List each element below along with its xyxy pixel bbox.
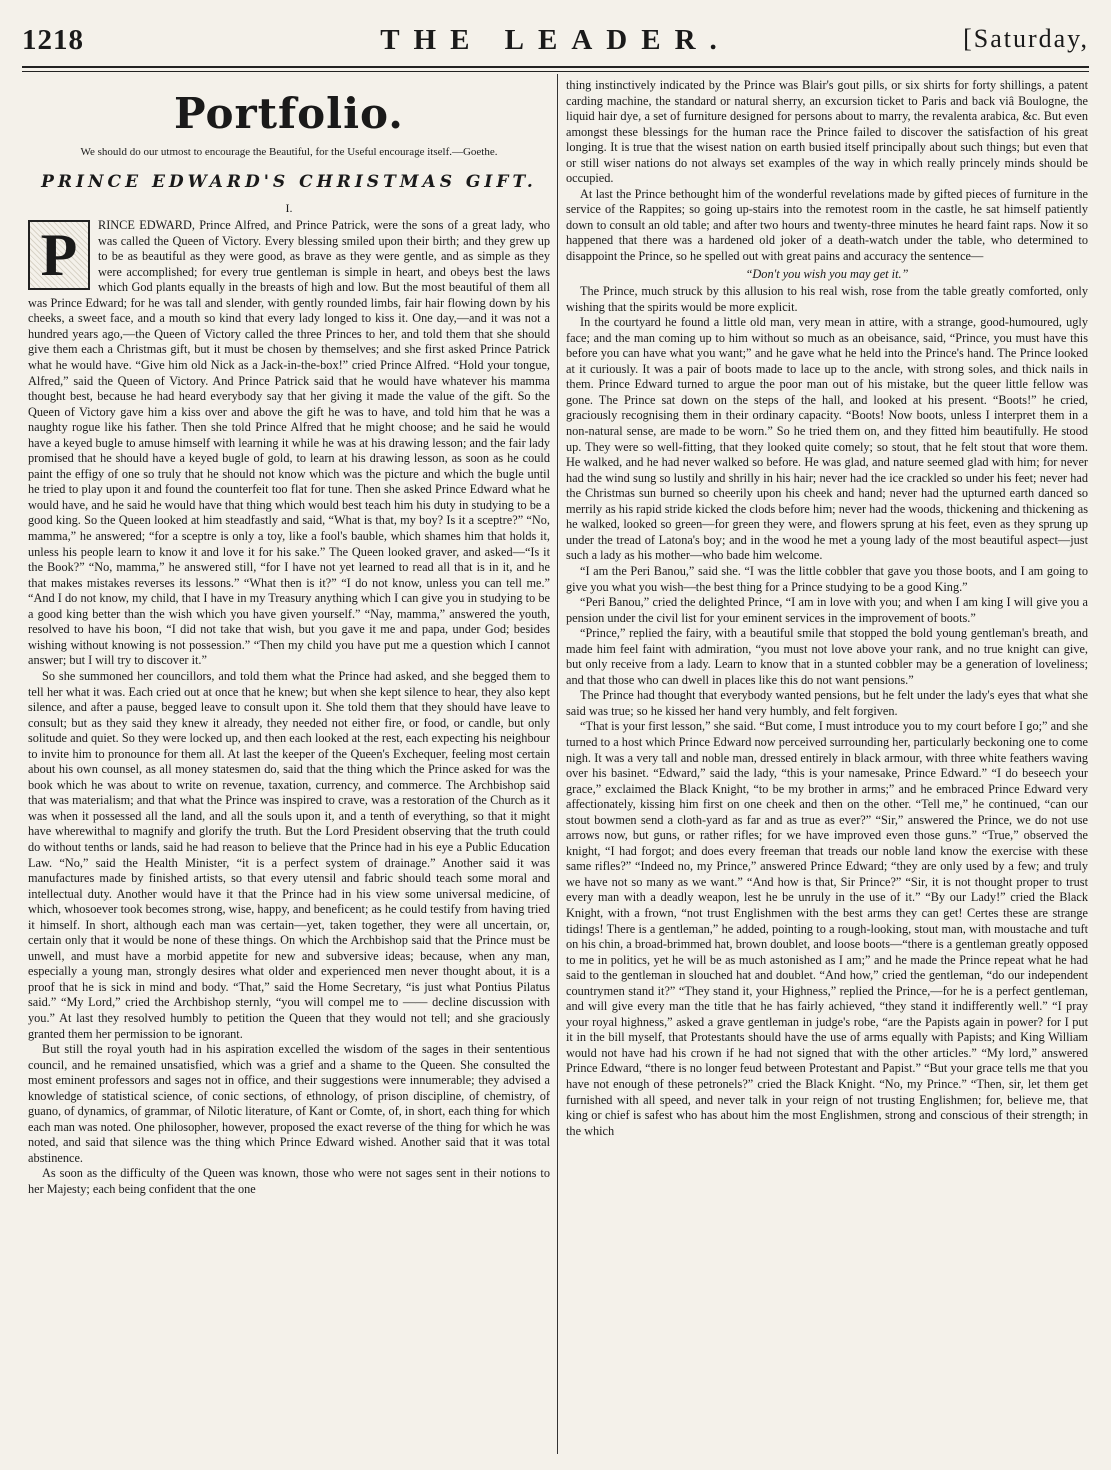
paragraph: RINCE EDWARD, Prince Alfred, and Prince Patrick, were the sons of a great lady, who was called the Queen of Victory. Every blessing smiled upon their birth; and they grew up to be as beautiful as they were good, as brave as they were gentle, and as simple as they were accomplished; for every true gentleman is simple in heart, and obeys best the laws which God plants equally in the breasts of high and low. But the most beautiful of them all was Prince Edward; for he was tall and slender, with gently rounded limbs, fair hair flowing down by his cheeks, a sweet face, and a mouth so kind that every lady longed to kiss it. One day,—and it was not a hundred years ago,—the Queen of Victory called the three Princes to her, and told them that she should give them each a Christmas gift, but it must be chosen by themselves; and she first asked Prince Patrick what he would have. “Give him old Nick as a Jack-in-the-box!” cried Prince Alfred. “Hold your tongue, Alfred,” said the Queen of Victory. And Prince Patrick said that he would have whatever his mamma thought best, because he had heard everybody say that her giving it made the value of the gift. So the Queen of Victory gave him a kiss over and above the gift he was to have, and told him that he was a naughty rogue like his father. Then she told Prince Alfred that he might choose; and he said he would have a keyed bugle to amuse himself with learning it while he was at his drawing lesson; and the fair lady promised that he should have a keyed bugle of gold, to learn at his drawing lesson, as soon as he could paint the effigy of one so truly that he should not know which was the picture and which the bugle until he tried to play upon it and found the counterfeit too flat for tune. Then she asked Prince Edward what he would have, and he said he would have that thing which would best teach him his duty in studying to be a good king. So the Queen looked at him steadfastly and said, “What is that, my boy? Is it a sceptre?” “No, mamma,” he answered; “for a sceptre is only a toy, like a fool's bauble, which shames him that holds it, unless his people learn to know it and love it for his sake.” The Queen looked graver, and asked—“Is it the Book?” “No, mamma,” he answered still, “for I have not yet learned to read all that is in it, and he that makes mistakes reverses its lessons.” “What then is it?” “I do not know, unless you can tell me.” “And I do not know, my child, that I have in my Treasury anything which I can give you in studying to be a good king better than the wish which you have given yourself.” “Nay, mamma,” answered the youth, resolved to have his boon, “I did not take that wish, but you gave it me and papa, under God; besides wishing without knowing is not possession.” “Then my child you have put me a question which I cannot answer; but I will try to discover it.” <box>28 218 550 668</box>
section-title: Portfolio. <box>174 89 404 138</box>
quote: “Don't you wish you may get it.” <box>745 266 909 281</box>
paragraph: “Peri Banou,” cried the delighted Prince, “I am in love with you; and when I am king I will give you a pension under the civil list for your eminent services in the improvement of boots.” <box>566 595 1088 625</box>
issue-day: [Saturday, <box>963 24 1089 53</box>
epigraph: We should do our utmost to encourage the Beautiful, for the Useful encourage itself.—Goethe. <box>80 146 498 158</box>
drop-cap: P <box>28 220 90 290</box>
paper-title: THE LEADER. <box>380 24 731 56</box>
paragraph: “That is your first lesson,” she said. “But come, I must introduce you to my court before I go;” and she turned to a host which Prince Edward now perceived surrounding her, particularly beckoning one to come nigh. It was a very tall and noble man, dressed entirely in black armour, with three white feathers waving over his basinet. “Edward,” said the lady, “this is your namesake, Prince Edward.” “I do beseech your grace,” exclaimed the Black Knight, “to be my brother in arms;” and he embraced Prince Edward very affectionately, kissing him first on one cheek and then on the other. “Tell me,” he continued, “can our stout bowmen send a cloth-yard as far and as true as ever?” “Sir,” answered the Prince, we do not use arrows now, but guns, or rather rifles; for we have improved even those guns.” “True,” observed the knight, “I had forgot; and does every freeman that treads our noble land know the exercise with these same rifles?” “Indeed no, my Prince,” answered Prince Edward; “they are only used by a few; and truly we have not so many as we want.” “And how is that, Sir Prince?” “Sir, it is not thought proper to trust every man with a deadly weapon, lest he be unruly in the use of it.” “By our Lady!” cried the Black Knight, with a frown, “not trust Englishmen with the best arms they can get! Certes these are strange tidings! There is a gentleman,” he added, pointing to a rough-looking, stout man, with moustache and tuft on his chin, a broad-brimmed hat, brown doublet, and loose boots—“there is a gentleman greatly opposed to me in politics, yet he will be as much astonished as I am;” and he made the Prince repeat what he had said to the gentleman in slouched hat and doublet. “And how,” cried the gentleman, “do our independent countrymen stand it?” “They stand it, your Highness,” replied the Prince,—for he is a perfect gentleman, and will give every man the title that he has fairly achieved, “they stand it indifferently well.” “I pray your royal highness,” asked a grave gentleman in judge's robe, “are the Papists again in power? for I put it in the bill myself, that Protestants should have the use of arms equally with Papists; and King William would not have had his crown if he had not signed that with the other articles.” “My lord,” answered Prince Edward, “there is no longer feud between Protestant and Papist.” “But your grace tells me that you have not enough of these petronels?” cried the Black Knight. “No, my Prince.” “Then, sir, let them get furnished with all speed, and never talk in your reign of not trusting Englishmen; for, believe me, that king or chief is safest who has about him the most Englishmen, strong and conscious of their strength; in the which <box>566 719 1088 1138</box>
paragraph: The Prince, much struck by this allusion to his real wish, rose from the table greatly comforted, only wishing that the spirits would be more explicit. <box>566 284 1088 314</box>
paragraph: As soon as the difficulty of the Queen was known, those who were not sages sent in their notions to her Majesty; each being confident that the one <box>28 1166 550 1196</box>
paragraph: The Prince had thought that everybody wanted pensions, but he felt under the lady's eyes that what she said was true; so he kissed her hand very humbly, and felt forgiven. <box>566 688 1088 718</box>
masthead-rule <box>22 66 1089 68</box>
story-title: PRINCE EDWARD'S CHRISTMAS GIFT. <box>41 172 537 192</box>
paragraph: “Prince,” replied the fairy, with a beautiful smile that stopped the bold young gentleman's breath, and made him feel faint with admiration, “you must not love above your rank, and no true knight can give, but only receive from a lady. Learn to know that in a stunted cobbler may be a generation of loveliness; and that those who can dwell in places like this do not want pensions.” <box>566 626 1088 687</box>
masthead <box>22 24 1089 64</box>
paragraph: At last the Prince bethought him of the wonderful revelations made by gifted pieces of furniture in the service of the Rappites; so going up-stairs into the remotest room in the castle, he sat himself patiently down to consult an old table; and after two hours and twenty-three minutes he heard faint raps. Now it so happened that there was a hardened old joker of a death-watch under the table, who determined to disappoint the Prince, so he spelled out with great pains and accuracy the sentence— <box>566 186 1088 264</box>
part-number: I. <box>285 200 293 215</box>
paragraph: In the courtyard he found a little old man, very mean in attire, with a strange, good-humoured, ugly face; and the man coming up to him without so much as an obeisance, said, “Prince, you must have this before you can have what you want;” and he gave what he held into the Prince's hand. The Prince looked at it curiously. It was a pair of boots made to lace up to the ancle, with strong soles, and thick nails in them. Prince Edward turned to argue the poor man out of his mistake, but the queer little fellow was gone. The Prince sat down on the steps of the hall, and looked at his present. “Boots!” he cried, graciously recognising them in their ordinary capacity. “Boots! Now boots, unless I interpret them in a non-natural sense, are made to be worn.” So he tried them on, and they fitted him beautifully. He stood up. They were so well-fitting, that they looked quite comely; so stout, that he felt stout that wore them. He walked, and he had never walked so before. He was glad, and nature seemed glad with him; for never had the wind sung so lustily and shrilly in his hair; never had the ice crackled so under his feet; never had the Christmas sun burned so cheerily upon his cheek and hand; never had the upturned earth danced so merrily as his rapid stride kicked the clods before him; never had the woods, thickening and thickening as he walked, looked so green—for green they were, and flowers sprung at his feet, even as they sprung up under the tread of Latona's boy; and in the wood he met a young lady of the most beautiful aspect—just such a lady as his mother—who bade him welcome. <box>566 315 1088 563</box>
paragraph: But still the royal youth had in his aspiration excelled the wisdom of the sages in their sententious council, and he remained unsatisfied, which was a grief and a shame to the Queen. She consulted the most eminent professors and sages not in office, and their suggestions were innumerable; they advised a knowledge of statistical science, of conic sections, of ethnology, of prison discipline, of chemistry, of guano, of dynamics, of grammar, of Nilotic literature, of Kant or Comte, of, in short, each thing for which each man was noted. One philosopher, however, proposed the exact reverse of the thing for which he was noted, and said that silence was the thing which Prince Edward wished. Another said that it was total abstinence. <box>28 1042 550 1165</box>
paragraph: So she summoned her councillors, and told them what the Prince had asked, and she begged them to tell her what it was. Each cried out at once that he knew; but when she kept silence to hear, they also kept silence, and after a pause, begged leave to consult upon it. She told them that they should have leave to consult; but as they said they knew it already, they needed not either fire, or food, or candle, but only solitude and quiet. So they were locked up, and then each looked at the rest, each expecting his neighbour to invite him to pronounce for them all. At last the keeper of the Queen's Exchequer, feeling most certain about his own counsel, as all money statesmen do, said that the thing which the Prince asked for was the book which he was about to write on revenue, taxation, currency, and commerce. The Archbishop said that was materialism; and that what the Prince was inspired to crave, was a restoration of the Church as it was when it possessed all the land, and all the souls upon it, and a tenth of everything, so that it might have wherewithal to magnify and glorify the truth. But the Lord President observing that the truth could do without tenths or lands, said he had reason to believe that the Prince had in his eye a Public Education Law. “No,” said the Health Minister, “it is a perfect system of drainage.” Another said it was manufactures made by finished artists, so that every utensil and fabric should teach some moral and intellectual duty. Another would have it that the Prince had in his view some universal medicine, of which, whosoever took becomes strong, wise, happy, and beneficent; as he could testify from having tried it himself. In short, although each man was certain—yet, taken together, they were all uncertain, or, certain only that it would be none of these things. On which the Archbishop said that the Prince must be unwell, and must have a morbid appetite for new and subversive ideas; because, when any man, especially a young man, strongly desires what older and experienced men never thought about, it is a proof that he is sick in mind and body. “That,” said the Home Secretary, “is just what Pontius Pilatus said.” “My Lord,” cried the Archbishop sternly, “you will compel me to —— decline discussion with you.” At last they resolved humbly to petition the Queen that they would not tell; and she graciously granted them her permission to be ignorant. <box>28 668 550 1041</box>
left-column <box>28 80 550 1198</box>
page-number: 1218 <box>22 24 84 56</box>
paragraph: thing instinctively indicated by the Prince was Blair's gout pills, or six shirts for forty shillings, a patent carding machine, the standard or natural sherry, an excursion ticket to Paris and back viâ Boulogne, the liquid hair dye, a set of furniture designed for persons about to marry, the revalenta arabica, &c. But even amongst these blessings for the human race the Prince failed to discover the satisfaction of his great longing. It is true that the wisest nation on earth busied itself principally about such things; but even that or still wiser nations do not always set examples of the way in which really princely minds should be occupied. <box>566 78 1088 186</box>
right-column <box>566 78 1088 1139</box>
paragraph: “I am the Peri Banou,” said she. “I was the little cobbler that gave you those boots, and I am going to give you what you wish—the best thing for a Prince studying to be a good King.” <box>566 563 1088 594</box>
masthead-rule-thin <box>22 71 1089 72</box>
column-divider <box>557 74 558 1454</box>
